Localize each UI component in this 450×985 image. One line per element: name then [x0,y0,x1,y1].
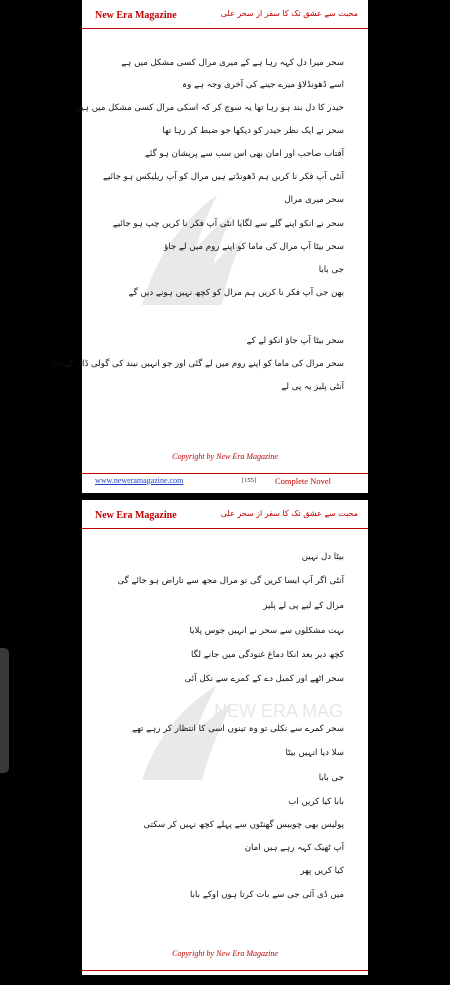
text-line: سحر بیٹا آپ جاؤ انکو لے کے [246,336,344,346]
document-page-2 [82,500,368,975]
header-title: New Era Magazine [95,510,177,521]
text-line: سحر میرا دل کہہ رہا ہے کے میری مرال کسی مشکل میں ہے [121,58,344,68]
text-line: جی بابا [318,773,344,783]
copyright-notice: Copyright by New Era Magazine [172,452,278,461]
page-footer [82,970,368,985]
text-line: سحر نے انکو اپنے گلے سے لگایا انٹی آپ فکر نا کریں چپ ہو جائیے [112,219,344,229]
text-line: سحر نے ایک نظر حیدر کو دیکھا جو ضبط کر رہا تھا [162,126,344,136]
document-page-1 [52,0,368,493]
text-line: سحر بیٹا آپ مرال کی ماما کو اپنے روم میں لے جاؤ [164,242,344,252]
novel-text-lines [52,0,368,493]
text-line: آفتاب صاحب اور امان بھی اس سب سے پریشان ہو گئے [145,149,344,159]
novel-text-lines [82,500,368,975]
page-number: [155] [242,477,257,484]
text-line: مرال کے لیے پی لے پلیز [263,601,344,611]
text-line: بہت مشکلوں سے سحر نے انہیں جوس پلایا [189,626,344,636]
text-line: بھن جی آپ فکر نا کریں ہم مرال کو کچھ نہیں ہونے دیں گے [128,288,344,298]
text-line: کچھ دیر بعد انکا دماغ غنودگی میں جانے لگا [191,650,344,660]
text-line: سلا دیا انہیں بیٹا [285,748,344,758]
text-line: سحر کمرے سے نکلی تو وہ تینوں اسی کا انتظار کر رہے تھے [132,724,344,734]
text-line: کیا کریں پھر [300,866,344,876]
header-urdu-title: محبت سے عشق تک کا سفر از سحر علی [220,9,358,18]
text-line: بیٹا دل نہیں [301,552,344,562]
text-line: آنٹی آپ فکر نا کریں ہم ڈھونڈتے ہیں مرال کو آپ ریلیکس ہو جائیے [102,172,344,182]
header-title: New Era Magazine [95,10,177,21]
watermark-text: NEW ERA MAG [214,701,344,721]
text-line: بابا کیا کریں اب [288,797,344,807]
text-line: آنٹی پلیز یہ پی لے [281,382,344,392]
text-line: پولیس بھی چوبیس گھنٹوں سے پہلے کچھ نہیں کر سکتی [143,820,344,830]
text-line: سحر اٹھے اور کمبل دے کے کمرے سے نکل آئی [184,674,344,684]
footer-label: Complete Novel [275,476,331,486]
text-line: حیدر کا دل بند ہو رہا تھا یہ سوچ کر کہ اسکی مرال کسی مشکل میں ہیں [74,103,344,113]
text-line: سحر مرال کی ماما کو اپنے روم میں لے گئی اور جو انہیں نیند کی گولی ڈال کے دیا [52,359,344,369]
text-line: میں ڈی آئی جی سے بات کرتا ہوں اوکے بابا [190,890,344,900]
text-line: جی بابا [318,265,344,275]
header-urdu-title: محبت سے عشق تک کا سفر از سحر علی [220,509,358,518]
text-line: آنٹی اگر آپ ایسا کریں گی تو مرال مجھ سے ناراض ہو جائے گی [117,576,344,586]
website-link[interactable]: www.neweramagazine.com [95,476,184,485]
side-scroll-handle[interactable] [0,648,9,773]
text-line: آپ ٹھیک کہہ رہے ہیں امان [244,843,344,853]
page-footer [82,473,368,488]
text-line: سحر میری مرال [284,195,344,205]
text-line: اسے ڈھونڈلاؤ میرے جینے کی آخری وجہ ہے وہ [182,80,344,90]
copyright-notice: Copyright by New Era Magazine [172,949,278,958]
